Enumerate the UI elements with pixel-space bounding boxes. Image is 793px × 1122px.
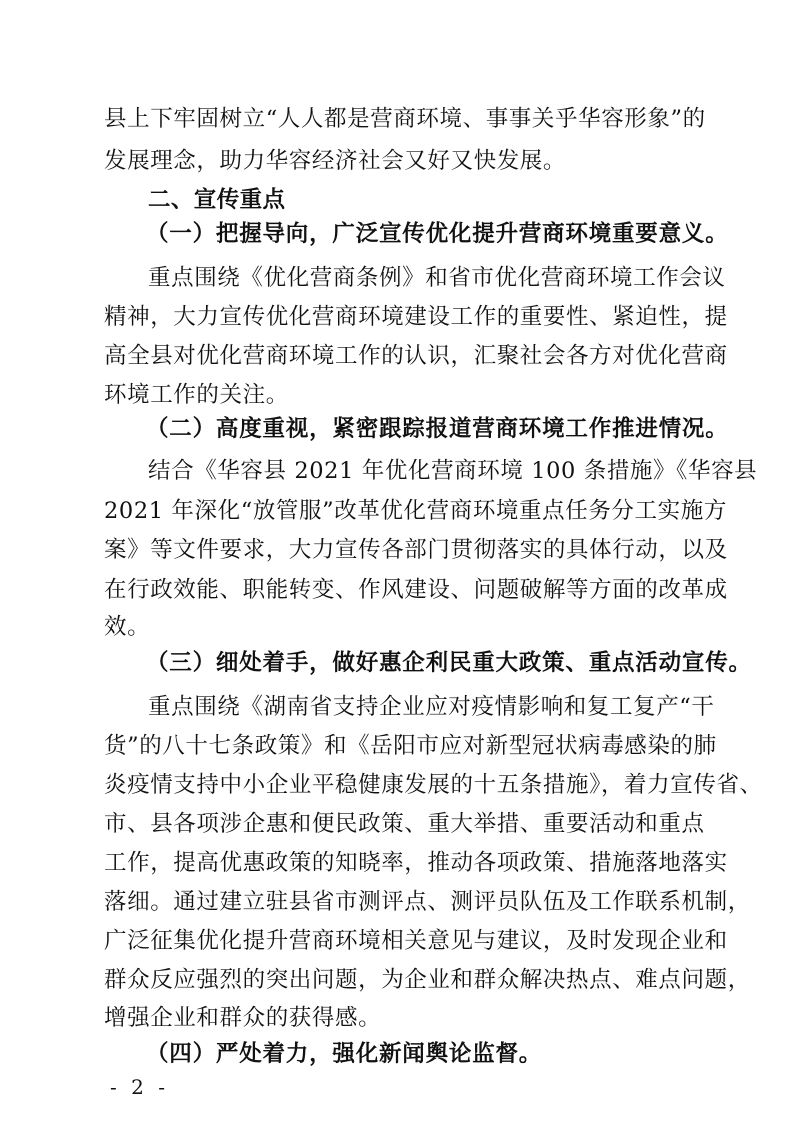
body-text-line: 结合《华容县 2021 年优化营商环境 100 条措施》《华容县 [148,458,758,484]
body-text-line: 2021 年深化“放管服”改革优化营商环境重点任务分工实施方 [104,498,727,524]
body-text-line: 县上下牢固树立“人人都是营商环境、事事关乎华容形象”的 [104,106,706,132]
body-text-line: 炎疫情支持中小企业平稳健康发展的十五条措施》，着力宣传省、 [104,772,763,798]
body-text-line: 效。 [104,614,151,640]
body-text-line: 广泛征集优化提升营商环境相关意见与建议，及时发现企业和 [104,928,728,954]
body-text-line: 群众反应强烈的突出问题，为企业和群众解决热点、难点问题， [104,967,751,993]
body-text-line: 案》等文件要求，大力宣传各部门贯彻落实的具体行动，以及 [104,537,728,563]
body-text-line: 环境工作的关注。 [104,382,289,408]
body-text-line: 落细。通过建立驻县省市测评点、测评员队伍及工作联系机制， [104,889,751,915]
body-text-line: 增强企业和群众的获得感。 [104,1005,382,1031]
page-number: - 2 - [110,1075,169,1099]
body-text-line: 市、县各项涉企惠和便民政策、重大举措、重要活动和重点 [104,811,705,837]
subsection-heading: （一）把握导向，广泛宣传优化提升营商环境重要意义。 [146,221,729,247]
body-text-line: 发展理念，助力华容经济社会又好又快发展。 [104,148,567,174]
body-text-line: 重点围绕《优化营商条例》和省市优化营商环境工作会议 [148,265,726,291]
body-text-line: 精神，大力宣传优化营商环境建设工作的重要性、紧迫性，提 [104,304,728,330]
body-text-line: 高全县对优化营商环境工作的认识，汇聚社会各方对优化营商 [104,343,728,369]
body-text-line: 货”的八十七条政策》和《岳阳市应对新型冠状病毒感染的肺 [104,733,717,759]
body-text-line: 工作，提高优惠政策的知晓率，推动各项政策、措施落地落实 [104,850,728,876]
subsection-heading: （三）细处着手，做好惠企利民重大政策、重点活动宣传。 [146,650,752,676]
subsection-heading: （二）高度重视，紧密跟踪报道营商环境工作推进情况。 [146,416,729,442]
section-heading: 二、宣传重点 [148,187,286,213]
subsection-heading: （四）严处着力，强化新闻舆论监督。 [146,1041,543,1067]
body-text-line: 在行政效能、职能转变、作风建设、问题破解等方面的改革成 [104,577,728,603]
body-text-line: 重点围绕《湖南省支持企业应对疫情影响和复工复产“干 [148,694,715,720]
